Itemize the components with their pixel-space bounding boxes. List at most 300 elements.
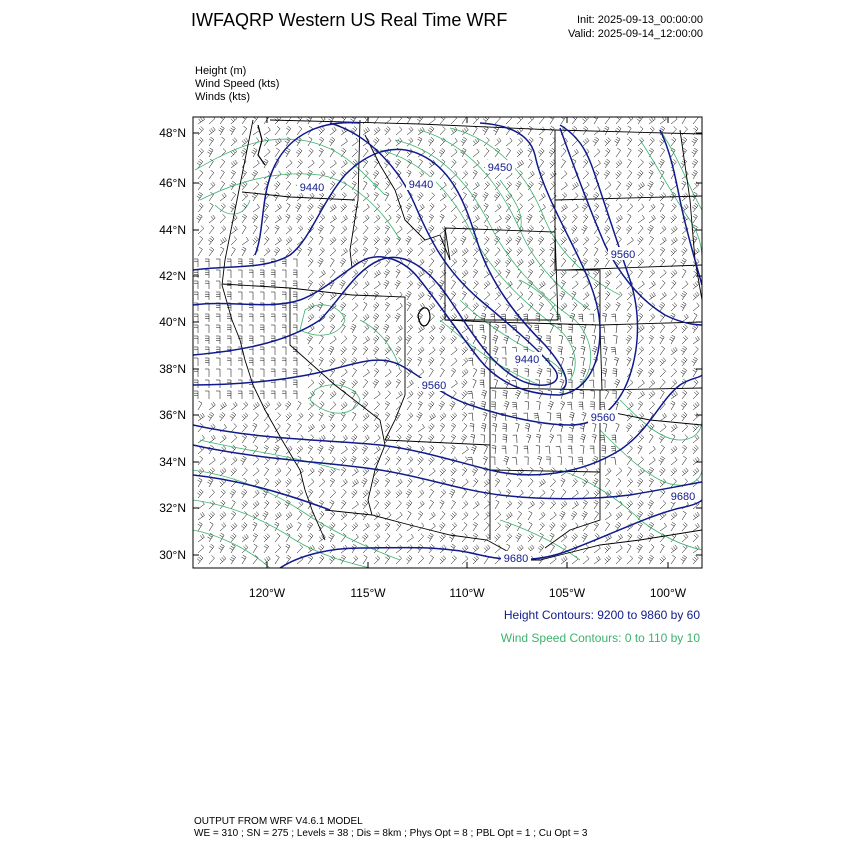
wind-barb xyxy=(450,401,456,410)
wind-barb xyxy=(308,412,313,421)
wind-barb xyxy=(682,281,688,289)
wind-barb xyxy=(671,479,677,488)
wind-barb xyxy=(363,379,368,388)
wind-barb xyxy=(407,457,413,465)
wind-barb xyxy=(461,379,467,388)
wind-barb xyxy=(440,533,446,542)
wind-barb xyxy=(461,434,467,443)
wind-barb xyxy=(417,280,423,289)
wind-barb xyxy=(451,171,457,179)
wind-barb xyxy=(363,369,370,377)
wind-barb xyxy=(293,303,297,311)
wind-barb xyxy=(659,467,665,476)
wind-barb xyxy=(209,522,213,531)
wind-barb xyxy=(209,215,215,223)
wind-barb xyxy=(484,148,489,157)
wind-barb xyxy=(451,347,457,355)
wind-barb xyxy=(275,148,280,157)
wind-barb xyxy=(319,236,323,245)
wind-barb xyxy=(550,479,556,487)
wind-barb xyxy=(462,171,468,179)
wind-barb xyxy=(231,500,235,509)
wind-barb xyxy=(227,358,231,366)
wind-barb xyxy=(407,346,412,355)
wind-barb xyxy=(406,489,412,498)
wind-barb xyxy=(249,347,253,355)
wind-barb xyxy=(407,391,413,399)
wind-barb xyxy=(682,522,687,531)
wind-barb xyxy=(528,522,532,531)
wind-barb xyxy=(231,402,237,410)
wind-barb xyxy=(418,292,424,300)
wind-barb xyxy=(648,368,654,377)
wind-barb xyxy=(260,347,264,355)
wind-barb xyxy=(440,423,445,432)
wind-barb xyxy=(198,170,203,179)
wind-barb xyxy=(329,137,335,146)
wind-barb xyxy=(484,522,489,531)
wind-barb xyxy=(396,214,401,223)
wind-contour xyxy=(300,305,345,335)
wind-barb xyxy=(567,402,572,410)
wind-barb xyxy=(590,402,594,410)
wind-barb xyxy=(341,369,347,377)
wind-barb xyxy=(671,380,677,388)
wind-barb xyxy=(627,501,633,510)
wind-barb xyxy=(605,468,611,476)
wind-barb xyxy=(307,522,313,531)
wind-barb xyxy=(264,137,269,146)
wind-barb xyxy=(384,236,390,245)
wind-barb xyxy=(396,424,402,433)
wind-barb xyxy=(308,148,313,157)
wind-barb xyxy=(669,335,675,344)
wind-barb xyxy=(242,402,248,410)
wind-barb xyxy=(374,556,380,564)
wind-barb xyxy=(484,182,490,191)
wind-barb xyxy=(638,281,644,289)
wind-barb xyxy=(252,170,258,179)
wind-barb xyxy=(671,358,677,367)
wind-barb xyxy=(660,390,664,399)
wind-barb xyxy=(209,501,215,509)
wind-barb xyxy=(330,402,336,410)
wind-barb xyxy=(550,292,556,300)
wind-barb xyxy=(227,292,231,300)
wind-barb xyxy=(362,533,368,542)
wind-barb xyxy=(524,391,528,399)
wind-barb xyxy=(517,247,523,256)
wind-barb xyxy=(580,391,584,399)
wind-barb xyxy=(594,258,599,267)
wind-barb xyxy=(395,346,401,355)
wind-barb xyxy=(374,523,380,531)
wind-barb xyxy=(330,324,335,333)
wind-barb xyxy=(462,489,467,498)
wind-barb xyxy=(330,423,335,432)
wind-barb xyxy=(603,346,607,355)
wind-barb xyxy=(249,281,253,289)
wind-barb xyxy=(264,544,269,553)
wind-barb xyxy=(440,490,446,499)
wind-barb xyxy=(480,369,485,377)
wind-barb xyxy=(242,534,248,542)
wind-barb xyxy=(319,270,326,278)
wind-barb xyxy=(594,500,599,509)
wind-barb xyxy=(220,170,224,179)
wind-barb xyxy=(209,457,215,465)
wind-barb xyxy=(286,413,292,422)
wind-contour xyxy=(395,140,591,385)
field-winds: Winds (kts) xyxy=(195,91,250,103)
wind-barb xyxy=(693,468,699,476)
wind-barb xyxy=(612,369,617,377)
wind-barb xyxy=(205,358,209,366)
wind-barb xyxy=(506,148,511,157)
wind-barb xyxy=(352,468,359,476)
wind-barb xyxy=(627,544,631,553)
wind-barb xyxy=(627,237,634,245)
wind-barb xyxy=(230,555,236,564)
wind-barb xyxy=(249,336,253,344)
wind-barb xyxy=(627,357,632,366)
wind-barb xyxy=(583,138,589,146)
wind-barb xyxy=(594,522,599,531)
wind-contour xyxy=(195,139,385,195)
wind-barb xyxy=(492,423,496,432)
wind-barb xyxy=(308,380,314,388)
wind-barb xyxy=(473,170,478,179)
wind-barb xyxy=(340,357,346,366)
wind-barb xyxy=(352,248,358,256)
wind-barb xyxy=(220,402,227,410)
wind-barb xyxy=(219,544,225,553)
wind-barb xyxy=(535,314,540,322)
border-ut-az xyxy=(385,440,490,445)
wind-barb xyxy=(308,468,314,476)
wind-barb xyxy=(691,236,697,245)
wind-barb xyxy=(296,148,302,157)
wind-barb xyxy=(238,270,242,278)
wind-barb xyxy=(449,533,455,542)
wind-barb xyxy=(220,247,224,256)
wind-barb xyxy=(682,336,688,345)
wind-barb xyxy=(472,467,478,476)
wind-barb xyxy=(659,302,665,311)
wind-barb xyxy=(627,390,632,399)
wind-barb xyxy=(417,192,423,201)
wind-barb xyxy=(649,434,653,443)
wind-barb xyxy=(495,500,499,509)
wind-barb xyxy=(407,401,412,410)
wind-barb xyxy=(242,225,246,234)
wind-barb xyxy=(216,391,220,399)
wind-barb xyxy=(583,556,589,564)
wind-barb xyxy=(682,511,686,520)
wind-barb xyxy=(682,324,688,333)
wind-barb xyxy=(297,478,302,487)
wind-barb xyxy=(384,192,389,201)
border-ut-co xyxy=(445,320,490,445)
wind-barb xyxy=(671,137,676,146)
wind-barb xyxy=(374,402,380,411)
wind-barb xyxy=(462,358,468,366)
wind-barb xyxy=(592,346,597,355)
wind-barb xyxy=(209,247,214,256)
lon-label: 110°W xyxy=(449,586,485,600)
wind-barb xyxy=(396,127,402,135)
wind-barb xyxy=(660,335,665,344)
wind-barb xyxy=(308,269,313,278)
wind-barb xyxy=(471,445,477,454)
wind-barb xyxy=(363,490,369,498)
wind-barb xyxy=(428,423,434,432)
wind-barb xyxy=(385,313,390,322)
wind-barb xyxy=(352,149,358,157)
wind-barb xyxy=(637,192,643,201)
border-ca-nv xyxy=(290,288,385,515)
wind-barb xyxy=(638,435,644,443)
wind-barb xyxy=(649,281,656,289)
wind-barb xyxy=(341,138,348,146)
wind-barb xyxy=(286,181,291,190)
wind-barb xyxy=(440,468,446,476)
lon-label: 120°W xyxy=(248,586,286,600)
wind-barb xyxy=(373,302,379,311)
wind-barb xyxy=(198,401,202,410)
wind-barb xyxy=(616,302,621,311)
wind-barb xyxy=(495,215,502,223)
wind-barb xyxy=(583,490,589,498)
wind-barb xyxy=(429,248,435,256)
wind-barb xyxy=(198,413,205,421)
wind-barb xyxy=(227,391,231,399)
wind-barb xyxy=(583,171,589,180)
wind-barb xyxy=(614,137,620,146)
contour-label: 9680 xyxy=(670,491,696,503)
wind-barb xyxy=(220,226,226,234)
wind-barb xyxy=(238,325,242,333)
wind-barb xyxy=(297,522,301,531)
wind-barb xyxy=(242,126,247,135)
wind-barb xyxy=(660,413,667,421)
wind-barb xyxy=(616,215,623,223)
wind-barb xyxy=(473,258,478,267)
wind-barb xyxy=(341,500,346,509)
wind-barb xyxy=(238,292,242,300)
wind-barb xyxy=(198,522,203,531)
wind-barb xyxy=(594,490,600,499)
wind-barb xyxy=(374,127,380,135)
wind-barb xyxy=(692,137,698,146)
wind-barb xyxy=(692,555,698,564)
wind-barb xyxy=(473,269,478,278)
wind-barb xyxy=(274,445,280,454)
wind-barb xyxy=(638,259,644,267)
wind-barb xyxy=(194,358,198,366)
wind-barb xyxy=(282,314,286,322)
wind-barb xyxy=(528,247,533,256)
wind-barb xyxy=(198,236,203,245)
wind-barb xyxy=(231,237,237,246)
wind-barb xyxy=(681,357,687,366)
wind-barb xyxy=(275,402,281,410)
wind-barb xyxy=(407,413,413,421)
wind-barb xyxy=(209,490,215,499)
lon-label: 100°W xyxy=(649,586,687,600)
wind-barb xyxy=(605,500,610,509)
wind-barb xyxy=(451,259,457,267)
wind-barb xyxy=(660,292,666,300)
border-wy xyxy=(445,228,558,320)
wind-barb xyxy=(605,545,611,554)
wind-barb xyxy=(328,346,334,355)
wind-barb xyxy=(341,248,348,256)
wind-barb xyxy=(637,544,643,553)
wind-barb xyxy=(362,511,368,520)
wind-barb xyxy=(605,270,611,278)
wind-barb xyxy=(561,115,566,124)
wind-barb xyxy=(374,281,380,289)
wind-contour-legend: Wind Speed Contours: 0 to 110 by 10 xyxy=(500,631,700,645)
wind-barb xyxy=(671,215,677,224)
wind-barb xyxy=(594,511,599,520)
wind-barb xyxy=(594,203,599,212)
wind-barb xyxy=(282,380,286,388)
wind-barb xyxy=(671,413,677,421)
wind-barb xyxy=(216,314,220,322)
wind-barb xyxy=(660,270,666,278)
wind-barb xyxy=(293,270,297,278)
wind-barb xyxy=(205,259,209,267)
init-time: Init: 2025-09-13_00:00:00 xyxy=(577,14,703,26)
wind-barb xyxy=(528,204,534,212)
lat-label: 42°N xyxy=(159,269,186,283)
wind-barb xyxy=(194,259,198,267)
wind-barb xyxy=(395,313,401,322)
wind-barb xyxy=(470,434,474,443)
wind-barb xyxy=(396,456,401,465)
wind-barb xyxy=(308,445,313,454)
wind-barb xyxy=(626,346,632,355)
wind-barb xyxy=(494,379,498,388)
wind-barb xyxy=(308,346,313,355)
wind-barb xyxy=(220,500,225,509)
wind-barb xyxy=(385,302,390,311)
wind-barb xyxy=(528,126,533,135)
wind-barb xyxy=(451,204,457,213)
wind-barb xyxy=(198,512,205,520)
wind-barb xyxy=(682,435,688,444)
wind-barb xyxy=(583,237,589,245)
wind-barb xyxy=(407,115,412,124)
wind-barb xyxy=(462,192,467,201)
wind-barb xyxy=(429,214,434,223)
wind-barb xyxy=(616,534,623,542)
wind-barb xyxy=(363,127,370,135)
wind-barb xyxy=(451,336,457,345)
wind-barb xyxy=(418,204,424,212)
wind-barb xyxy=(660,258,665,267)
wind-barb xyxy=(308,368,312,377)
wind-barb xyxy=(429,555,434,564)
wind-barb xyxy=(293,325,297,333)
wind-barb xyxy=(209,512,215,521)
wind-barb xyxy=(220,159,225,168)
wind-barb xyxy=(418,270,425,278)
wind-barb xyxy=(517,259,523,267)
wind-barb xyxy=(385,181,390,190)
wind-barb xyxy=(451,544,456,553)
wind-barb xyxy=(539,490,545,498)
wind-barb xyxy=(230,126,236,135)
wind-barb xyxy=(341,446,348,454)
wind-barb xyxy=(374,237,380,246)
wind-barb xyxy=(568,446,572,454)
wind-barb xyxy=(616,204,622,212)
wind-barb xyxy=(502,347,506,355)
wind-barb xyxy=(194,281,198,289)
wind-barb xyxy=(440,204,446,212)
wind-barb xyxy=(264,214,268,223)
wind-barb xyxy=(550,501,556,510)
wind-barb xyxy=(429,303,435,311)
wind-barb xyxy=(660,523,667,531)
wind-barb xyxy=(440,511,445,520)
wind-barb xyxy=(373,170,379,179)
wind-barb xyxy=(363,247,368,256)
wind-barb xyxy=(491,314,495,322)
wind-barb xyxy=(428,533,434,542)
wind-barb xyxy=(205,391,209,399)
wind-barb xyxy=(373,379,379,388)
wind-barb xyxy=(506,512,512,520)
wind-barb xyxy=(220,512,226,520)
wind-barb xyxy=(253,490,259,498)
wind-barb xyxy=(449,489,455,498)
wind-barb xyxy=(660,501,666,510)
wind-barb xyxy=(681,401,687,410)
wind-barb xyxy=(341,160,347,168)
wind-barb xyxy=(572,478,578,487)
wind-barb xyxy=(495,270,501,278)
wind-barb xyxy=(396,269,401,278)
contour-label: 9440 xyxy=(514,354,540,366)
wind-barb xyxy=(570,357,574,366)
wind-barb xyxy=(506,237,512,245)
wind-barb xyxy=(506,138,512,146)
wind-barb xyxy=(285,544,290,553)
wind-barb xyxy=(396,182,402,190)
wind-barb xyxy=(286,126,291,135)
wind-barb xyxy=(627,456,632,465)
wind-barb xyxy=(216,270,220,278)
wind-barb xyxy=(406,236,412,245)
wind-barb xyxy=(603,423,607,432)
wind-barb xyxy=(231,523,237,531)
wind-barb xyxy=(682,269,686,278)
wind-barb xyxy=(550,258,555,267)
wind-barb xyxy=(319,247,325,256)
wind-barb xyxy=(297,401,301,410)
wind-barb xyxy=(506,501,512,509)
wind-barb xyxy=(681,247,687,256)
wind-barb xyxy=(220,468,226,476)
wind-barb xyxy=(340,258,346,267)
wind-barb xyxy=(693,457,699,465)
wind-barb xyxy=(242,434,247,443)
wind-barb xyxy=(418,159,423,168)
